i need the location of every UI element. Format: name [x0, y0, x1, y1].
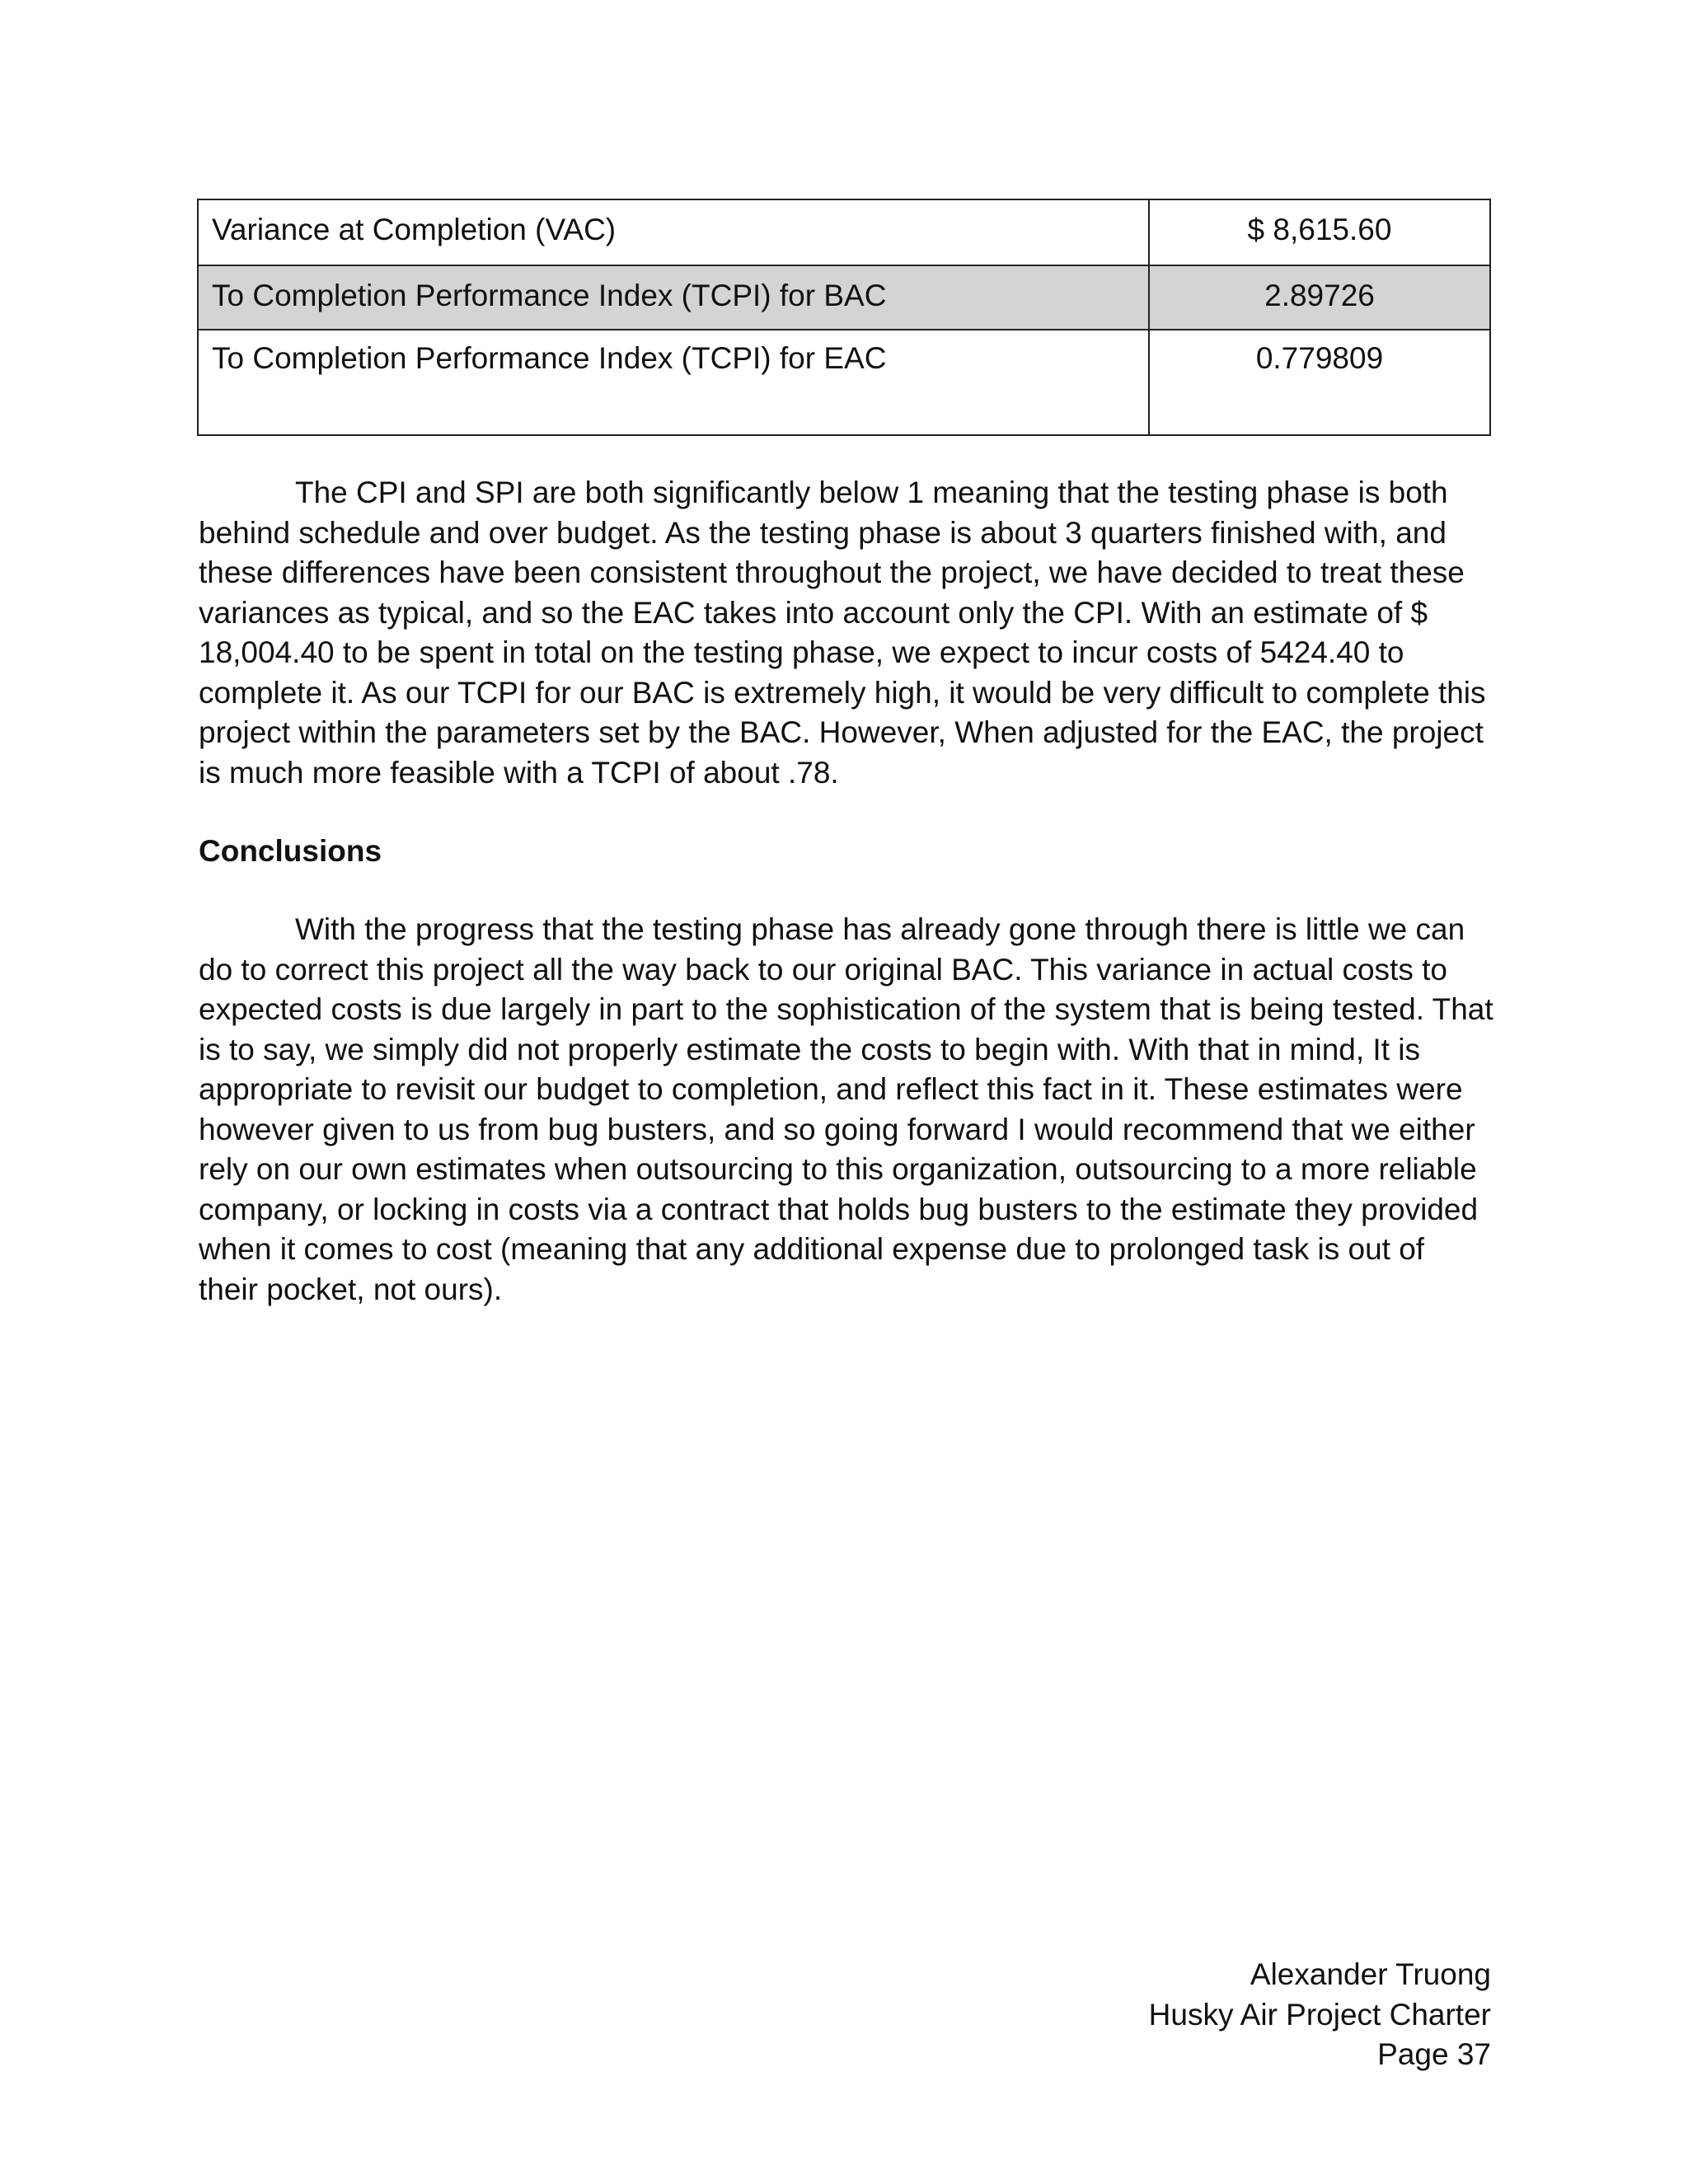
- table-row: [198, 330, 1490, 435]
- table-row: [198, 199, 1490, 265]
- paragraph-line: 18,004.40 to be spent in total on the testing phase, we expect to incur costs of 5424.40 to: [199, 635, 1404, 669]
- paragraph-line: The CPI and SPI are both significantly below 1 meaning that the testing phase is both: [295, 476, 1448, 509]
- row-label: To Completion Performance Index (TCPI) for EAC: [198, 330, 1149, 435]
- paragraph-line: is to say, we simply did not properly estimate the costs to begin with. With that in mind, It is: [199, 1032, 1420, 1066]
- paragraph-line: is much more feasible with a TCPI of about .78.: [199, 755, 839, 790]
- footer-page-number: Page 37: [1377, 2037, 1491, 2071]
- paragraph-line: company, or locking in costs via a contract that holds bug busters to the estimate they provided: [199, 1192, 1479, 1226]
- paragraph-line: these differences have been consistent throughout the project, we have decided to treat these: [199, 555, 1465, 589]
- paragraph-line: however given to us from bug busters, and so going forward I would recommend that we either: [199, 1112, 1475, 1146]
- paragraph-line: their pocket, not ours).: [199, 1272, 503, 1306]
- paragraph-line: behind schedule and over budget. As the testing phase is about 3 quarters finished with, and: [199, 515, 1447, 550]
- metrics-table: [197, 199, 1491, 436]
- row-value: $ 8,615.60: [1149, 199, 1490, 265]
- paragraph-line: With the progress that the testing phase has already gone through there is little we can: [295, 912, 1465, 946]
- conclusions-heading: Conclusions: [199, 834, 382, 868]
- page-footer: [1149, 1955, 1491, 2075]
- paragraph-line: variances as typical, and so the EAC takes into account only the CPI. With an estimate of $: [199, 595, 1428, 630]
- paragraph-line: appropriate to revisit our budget to completion, and reflect this fact in it. These estimates were: [199, 1072, 1463, 1106]
- table-row: [198, 265, 1490, 330]
- footer-document-title: Husky Air Project Charter: [1148, 1997, 1491, 2032]
- paragraph-line: project within the parameters set by the BAC. However, When adjusted for the EAC, the project: [199, 715, 1484, 749]
- row-value: 2.89726: [1149, 265, 1490, 330]
- footer-author: Alexander Truong: [1250, 1957, 1491, 1991]
- row-label: To Completion Performance Index (TCPI) for BAC: [198, 265, 1149, 330]
- analysis-paragraph: [199, 473, 1494, 793]
- paragraph-line: rely on our own estimates when outsourcing to this organization, outsourcing to a more reliable: [199, 1152, 1477, 1186]
- paragraph-line: expected costs is due largely in part to the sophistication of the system that is being tested. That: [199, 992, 1493, 1026]
- paragraph-line: do to correct this project all the way back to our original BAC. This variance in actual costs to: [199, 952, 1447, 987]
- row-label: Variance at Completion (VAC): [198, 199, 1149, 265]
- paragraph-line: complete it. As our TCPI for our BAC is extremely high, it would be very difficult to complete this: [199, 675, 1486, 710]
- conclusions-paragraph: [199, 910, 1494, 1310]
- row-value: 0.779809: [1149, 330, 1490, 435]
- paragraph-line: when it comes to cost (meaning that any additional expense due to prolonged task is out of: [199, 1232, 1425, 1266]
